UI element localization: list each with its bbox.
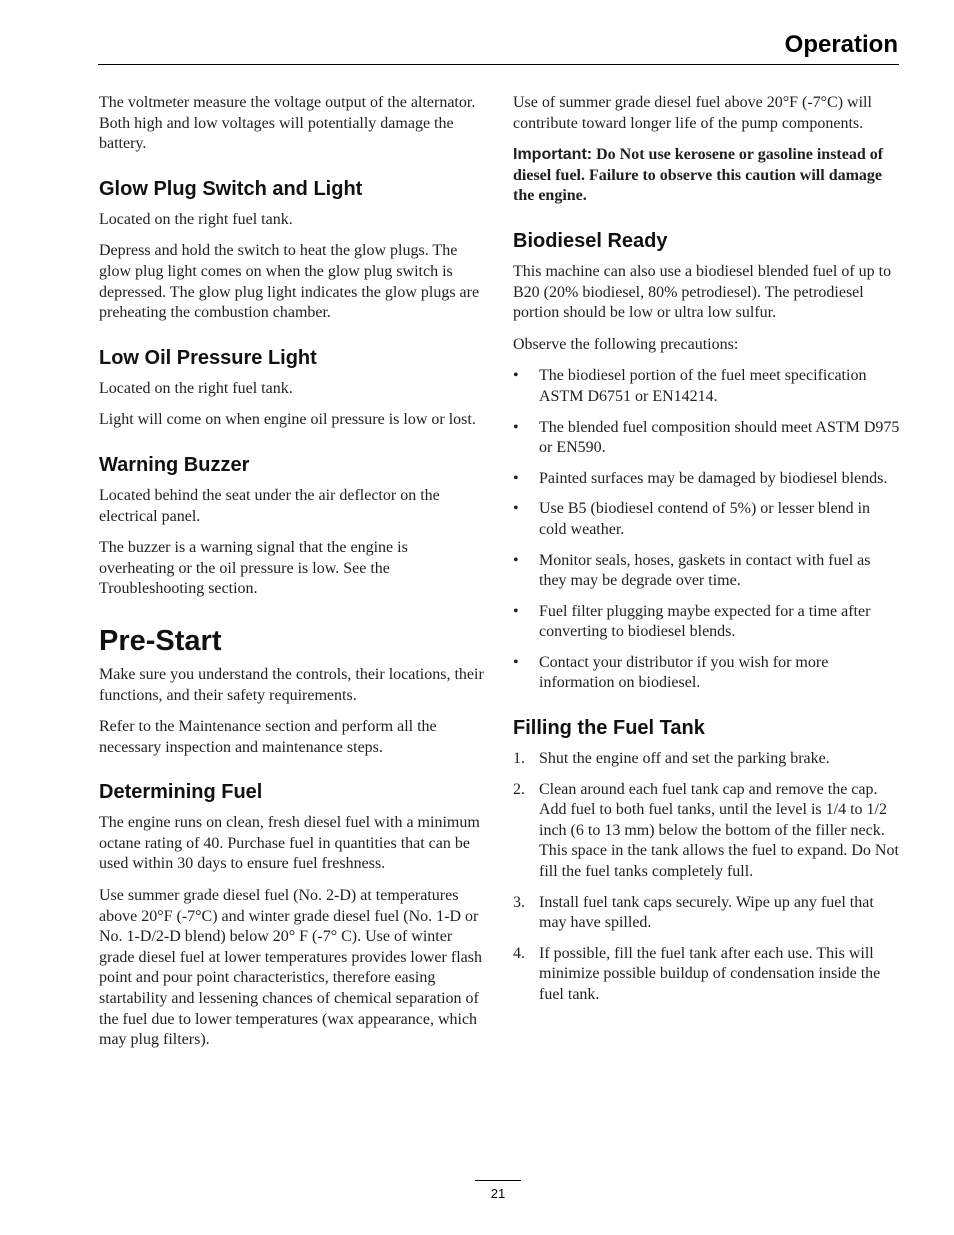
step-text: Clean around each fuel tank cap and remove the cap. Add fuel to both fuel tanks, until the level is 1/4 to 1/2 inch (6 to 13 mm) below the bottom of the filler neck. This space in the tank allows the fuel to expand. Do Not fill the fuel tanks completely full. xyxy=(539,780,899,881)
important-text: Do Not use kerosene or gasoline instead of diesel fuel. Failure to observe this caution will damage the engine. xyxy=(513,146,884,205)
list-item xyxy=(513,653,901,694)
voltmeter-paragraph: The voltmeter measure the voltage output of the alternator. Both high and low voltages will potentially damage the battery. xyxy=(99,94,476,153)
footer-divider xyxy=(475,1180,521,1181)
step-item xyxy=(513,893,901,934)
list-item xyxy=(513,418,901,459)
biodiesel-paragraph-1: This machine can also use a biodiesel blended fuel of up to B20 (20% biodiesel, 80% petrodiesel). The petrodiesel portion should be low or ultra low sulfur. xyxy=(513,262,892,322)
step-number: 3. xyxy=(513,893,525,911)
buzzer-location: Located behind the seat under the air deflector on the electrical panel. xyxy=(99,486,440,525)
pre-start-paragraph-1: Make sure you understand the controls, their locations, their functions, and their safety requirements. xyxy=(99,665,484,704)
low-oil-location: Located on the right fuel tank. xyxy=(99,379,293,397)
bullet-marker: • xyxy=(513,367,519,385)
important-note xyxy=(513,145,901,207)
right-column xyxy=(513,93,901,1017)
heading-warning-buzzer: Warning Buzzer xyxy=(99,453,250,476)
step-text: Shut the engine off and set the parking brake. xyxy=(539,750,830,768)
bullet-marker: • xyxy=(513,418,519,436)
heading-pre-start: Pre-Start xyxy=(99,624,222,657)
step-text: Install fuel tank caps securely. Wipe up any fuel that may have spilled. xyxy=(539,893,874,932)
heading-glow-plug: Glow Plug Switch and Light xyxy=(99,177,363,200)
left-column xyxy=(99,93,487,1062)
precautions-list xyxy=(513,366,901,694)
fuel-paragraph-1: The engine runs on clean, fresh diesel fuel with a minimum octane rating of 40. Purchase fuel in quantities that can be used within 30 days to ensure fuel freshness. xyxy=(99,814,480,873)
bullet-marker: • xyxy=(513,500,519,518)
list-item-text: Contact your distributor if you wish for more information on biodiesel. xyxy=(539,653,829,692)
heading-filling-fuel-tank: Filling the Fuel Tank xyxy=(513,717,705,740)
low-oil-description: Light will come on when engine oil pressure is low or lost. xyxy=(99,411,476,429)
step-item xyxy=(513,944,901,1006)
list-item-text: The blended fuel composition should meet ASTM D975 or EN590. xyxy=(539,418,900,457)
heading-biodiesel-ready: Biodiesel Ready xyxy=(513,229,668,252)
list-item-text: Use B5 (biodiesel contend of 5%) or lesser blend in cold weather. xyxy=(539,500,871,538)
bullet-marker: • xyxy=(513,551,519,569)
list-item xyxy=(513,366,901,407)
fuel-paragraph-2: Use summer grade diesel fuel (No. 2-D) at temperatures above 20°F (-7°C) and winter grade diesel fuel (No. 1-D or No. 1-D/2-D blend) below 20° F (-7° C). Use of winter grade diesel fuel at lower temperatures provides lower flash point and pour point characteristics, therefore easing startability and lessening chances of chemical separation of the fuel due to lower temperatures (wax appearance, which may plug filters). xyxy=(99,887,482,1049)
bullet-marker: • xyxy=(513,602,519,620)
heading-low-oil: Low Oil Pressure Light xyxy=(99,346,317,369)
buzzer-description: The buzzer is a warning signal that the engine is overheating or the oil pressure is low. See the Troubleshooting section. xyxy=(99,539,408,598)
list-item-text: Fuel filter plugging maybe expected for a time after converting to biodiesel blends. xyxy=(539,602,871,641)
step-number: 1. xyxy=(513,750,525,768)
list-item xyxy=(513,469,901,490)
heading-determining-fuel: Determining Fuel xyxy=(99,781,263,804)
list-item xyxy=(513,551,901,592)
list-item-text: Monitor seals, hoses, gaskets in contact with fuel as they may be degrade over time. xyxy=(539,551,871,590)
important-label: Important: xyxy=(513,146,593,164)
header-divider xyxy=(98,64,899,65)
step-text: If possible, fill the fuel tank after each use. This will minimize possible buildup of condensation inside the fuel tank. xyxy=(539,944,881,1003)
list-item-text: Painted surfaces may be damaged by biodiesel blends. xyxy=(539,469,888,487)
biodiesel-paragraph-2: Observe the following precautions: xyxy=(513,335,739,353)
list-item xyxy=(513,499,901,540)
pre-start-paragraph-2: Refer to the Maintenance section and perform all the necessary inspection and maintenance steps. xyxy=(99,718,437,756)
glow-plug-location: Located on the right fuel tank. xyxy=(99,210,293,228)
list-item-text: The biodiesel portion of the fuel meet specification ASTM D6751 or EN14214. xyxy=(539,367,867,405)
list-item xyxy=(513,602,901,643)
summer-fuel-paragraph: Use of summer grade diesel fuel above 20°F (-7°C) will contribute toward longer life of the pump components. xyxy=(513,94,872,132)
step-item xyxy=(513,749,901,770)
step-number: 4. xyxy=(513,944,525,962)
step-item xyxy=(513,780,901,883)
glow-plug-description: Depress and hold the switch to heat the glow plugs. The glow plug light comes on when the glow plug switch is depressed. The glow plug light indicates the glow plugs are preheating the combustion chamber. xyxy=(99,242,480,322)
step-number: 2. xyxy=(513,780,525,798)
filling-steps-list xyxy=(513,749,901,1006)
section-title: Operation xyxy=(784,31,898,58)
bullet-marker: • xyxy=(513,469,519,487)
bullet-marker: • xyxy=(513,653,519,671)
page-number: 21 xyxy=(490,1186,506,1201)
